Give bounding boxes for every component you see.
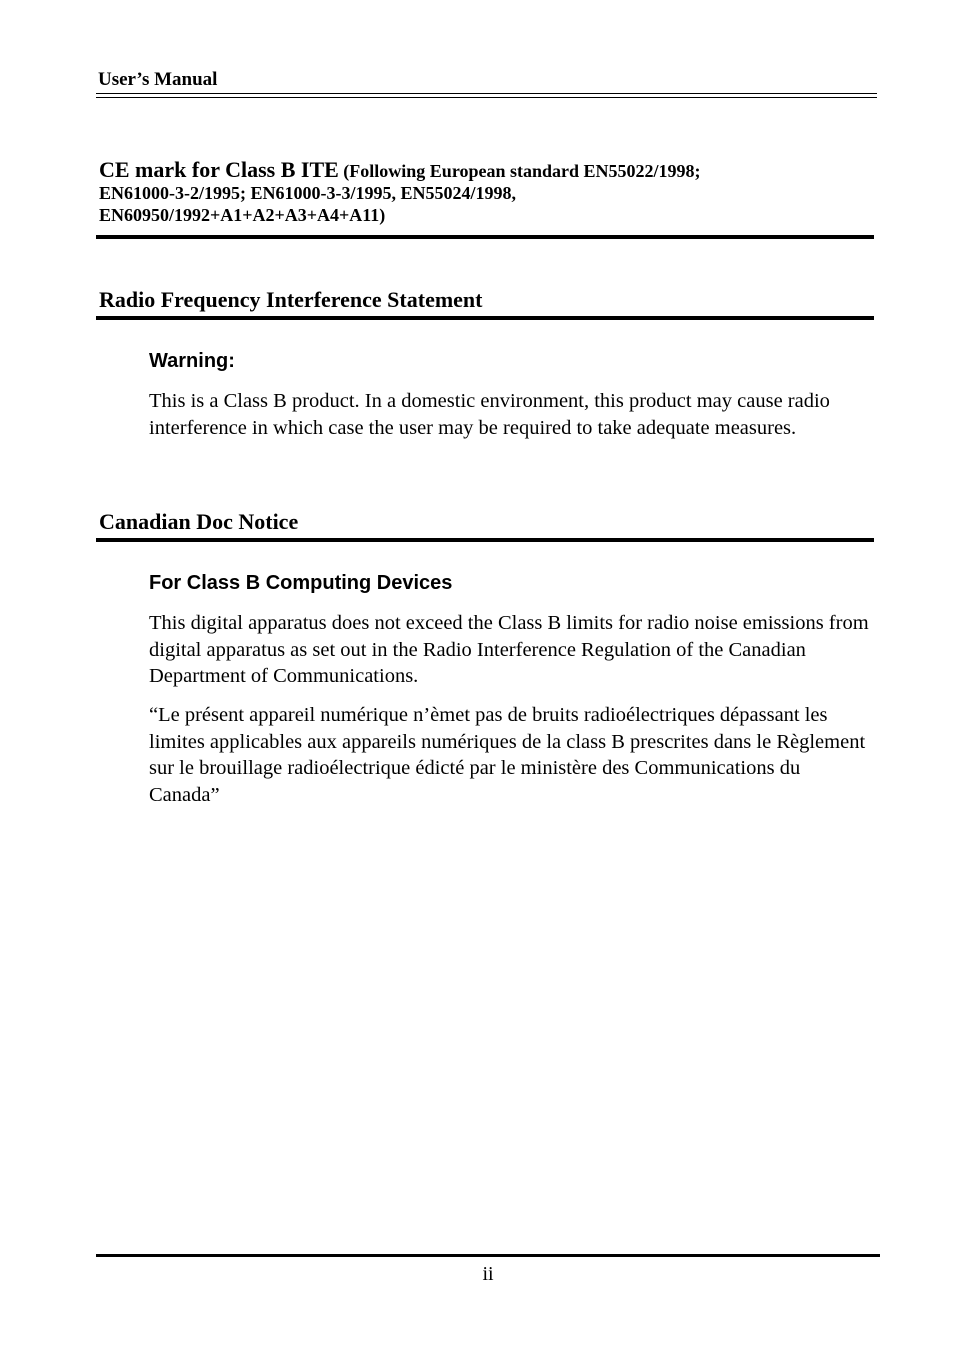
ce-standards-line-2: EN61000-3-2/1995; EN61000-3-3/1995, EN55024/1998, — [99, 183, 516, 203]
canadian-section-title: Canadian Doc Notice — [99, 509, 299, 534]
ce-mark-heading — [99, 159, 874, 226]
running-header: User’s Manual — [98, 69, 218, 90]
rfi-section-title: Radio Frequency Interference Statement — [99, 287, 483, 312]
warning-subheading: Warning: — [149, 350, 235, 372]
ce-mark-title: CE mark for Class B ITE — [99, 157, 339, 182]
canadian-english-paragraph: This digital apparatus does not exceed the Class B limits for radio noise emissions from digital apparatus as set out in the Radio Interference Regulation of the Canadian Department of Communications. — [149, 612, 869, 687]
class-b-subheading: For Class B Computing Devices — [149, 572, 453, 594]
header-double-rule — [96, 93, 877, 98]
ce-standards-line-1: (Following European standard EN55022/1998; — [343, 161, 701, 181]
canadian-french-paragraph: “Le présent appareil numérique n’èmet pas de bruits radioélectriques dépassant les limites applicables aux appareils numériques de la class B prescrites dans le Règlement sur le brouillage radioélectrique édicté par le ministère des Communications du Canada” — [149, 704, 866, 806]
footer-rule — [96, 1254, 880, 1257]
canadian-section-rule — [96, 538, 874, 542]
ce-standards-line-3: EN60950/1992+A1+A2+A3+A4+A11) — [99, 205, 386, 225]
page-number: ii — [482, 1263, 494, 1285]
rfi-warning-paragraph: This is a Class B product. In a domestic environment, this product may cause radio interference in which case the user may be required to take adequate measures. — [149, 390, 830, 439]
rfi-section-rule — [96, 316, 874, 320]
ce-section-rule — [96, 235, 874, 239]
